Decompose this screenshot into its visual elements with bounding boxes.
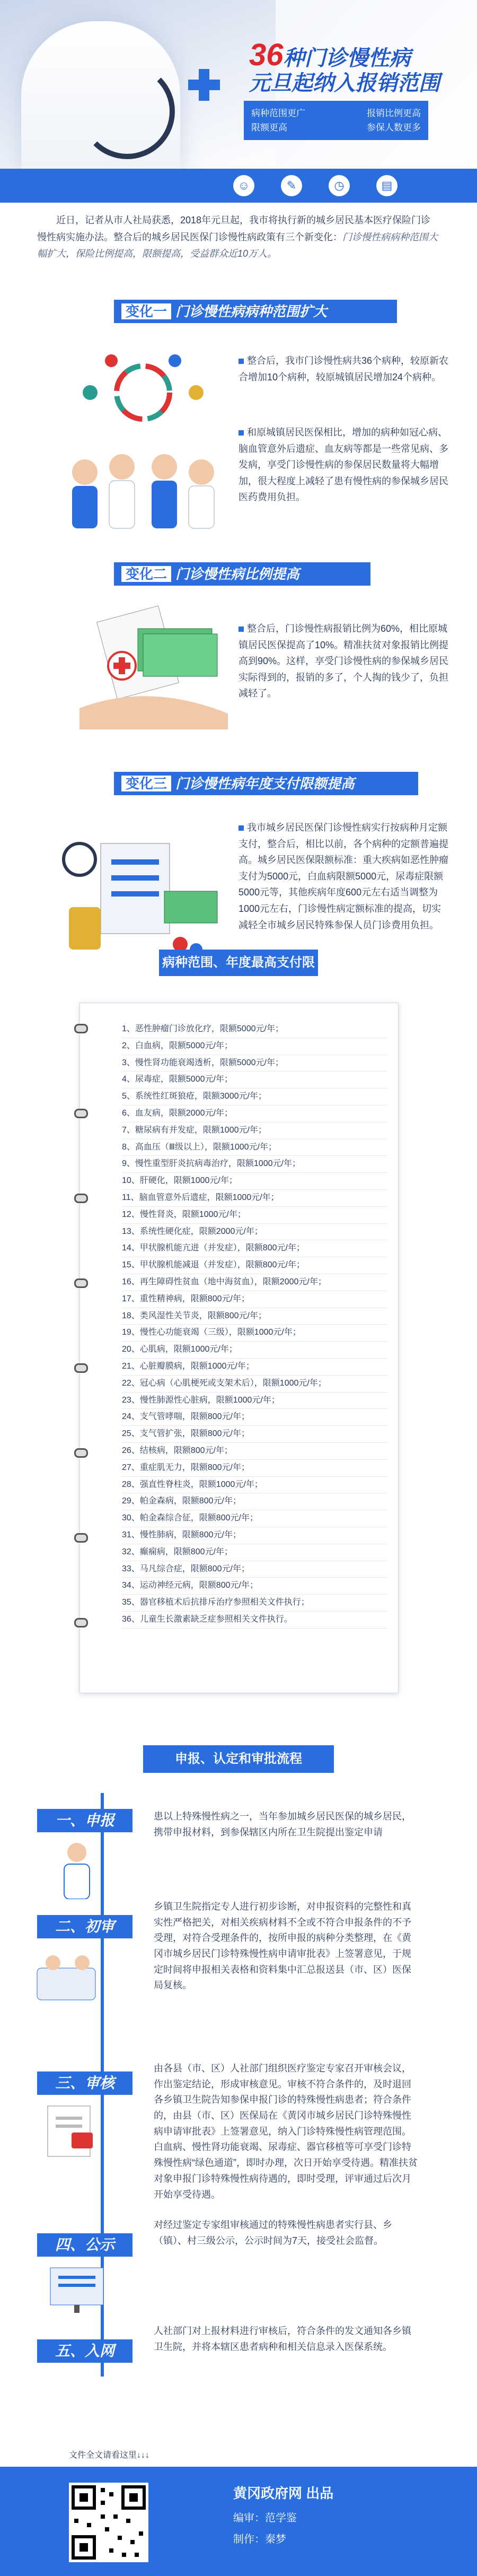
disease-list-item: 34、运动神经元病，限额800元/年； [122, 1578, 387, 1595]
disease-list-item: 19、慢性心功能衰竭（三级），限额1000元/年； [122, 1325, 387, 1342]
intro-paragraph [37, 212, 440, 263]
change-2-label: 变化二 [121, 566, 171, 582]
change-1-point-2 [238, 424, 450, 506]
step-1-text: 患以上特殊慢性病之一，当年参加城乡居民医保的城乡居民，携带申报材料，到参保辖区内所在卫生院提出鉴定申请 [154, 1811, 411, 1838]
disease-list [122, 1021, 387, 1629]
bullet-marker [238, 825, 244, 831]
disease-list-item: 27、重症肌无力，限额800元/年； [122, 1460, 387, 1477]
disease-list-item: 1、恶性肿瘤门诊放化疗，限额5000元/年； [122, 1021, 387, 1038]
disease-list-item: 16、再生障碍性贫血（地中海贫血），限额2000元/年； [122, 1274, 387, 1291]
qr-code[interactable] [69, 2483, 148, 2562]
disease-list-item: 33、马凡综合症，限额800元/年； [122, 1561, 387, 1578]
clock-icon: ◷ [329, 175, 350, 196]
step-5-text: 人社部门对上报材料进行审核后，符合条件的发文通知各乡镇卫生院，并将本辖区患者病种和相关信息录入医保系统。 [154, 2326, 411, 2352]
qr-caption: 文件全文请看这里↓↓↓ [69, 2451, 150, 2460]
publisher: 黄冈政府网 出品 [233, 2485, 334, 2501]
consult-icon [32, 1952, 101, 2005]
disease-list-item: 5、系统性红斑狼疮，限额3000元/年； [122, 1089, 387, 1106]
highlight-2: 报销比例更高 [367, 108, 421, 118]
page-title-line2: 元旦起纳入报销范围 [249, 72, 440, 95]
change-2-text-1: 整合后，门诊慢性病报销比例为60%，相比原城镇居民医保提高了10%。精准扶贫对象报销比例提高到90%。这样，享受门诊慢性病的参保城乡居民实际得到的，报销的多了，个人掏的钱少了，负担减轻了。 [238, 623, 449, 699]
disease-list-item: 2、白血病，限额5000元/年； [122, 1038, 387, 1055]
change-1-banner [114, 300, 397, 323]
person-icon: ☺ [233, 175, 254, 196]
disease-list-item: 28、强直性脊柱炎，限额1000元/年； [122, 1477, 387, 1494]
step-3-text: 由各县（市、区）人社部门组织医疗鉴定专家召开审核会议，作出鉴定结论，形成审核意见。审核不符合条件的，及时退回各乡镇卫生院告知参保申报门诊的特殊慢性病患者；符合条件的，由县（市、区）医保局在《黄冈市城乡居民门诊特殊慢性病申请审批表》上签署意见，纳入门诊特殊慢性病管理范围。白血病、慢性肾功能衰竭、尿毒症、器官移植等可享受门诊特殊慢性病“绿色通道”，即时办理，次日开始享受待遇。精准扶贫对象申报门诊特殊慢性病待遇的，即时受理，评审通过后次月开始享受待遇。 [154, 2063, 418, 2200]
disease-list-item: 31、慢性肺病，限额800元/年； [122, 1527, 387, 1544]
disease-list-item: 12、慢性肾炎，限额1000元/年； [122, 1207, 387, 1224]
disease-list-item: 18、类风湿性关节炎，限额800元/年； [122, 1308, 387, 1325]
disease-list-item: 8、高血压（Ⅲ级以上），限额1000元/年； [122, 1139, 387, 1156]
title-number: 36 [249, 38, 284, 72]
disease-list-item: 24、支气管哮喘，限额800元/年； [122, 1409, 387, 1426]
disease-list-item: 26、结核病，限额800元/年； [122, 1443, 387, 1460]
ring-icon [74, 1448, 88, 1458]
disease-list-item: 6、血友病，限额2000元/年； [122, 1106, 387, 1122]
ring-icon [74, 1618, 88, 1628]
disease-list-item: 32、癫痫病，限额800元/年； [122, 1544, 387, 1561]
doctors-network-svg [58, 345, 228, 536]
highlight-4: 参保人数更多 [367, 123, 421, 133]
intro-text: 近日，记者从市人社局获悉，2018年元旦起，我市将执行新的城乡居民基本医疗保险门诊慢性病实施办法。整合后的城乡居民医保门诊慢性病政策有三个新变化： [37, 215, 431, 242]
money-hand-illustration [74, 602, 233, 729]
doctors-illustration [58, 345, 228, 536]
step-4-text: 对经过鉴定专家组审核通过的特殊慢性病患者实行县、乡（镇）、村三级公示，公示时间为7天，接受社会监督。 [154, 2220, 392, 2246]
disease-list-item: 29、帕金森病，限额800元/年； [122, 1493, 387, 1510]
change-1-title: 门诊慢性病病种范围扩大 [175, 303, 328, 319]
ring-icon [74, 1363, 88, 1373]
process-title: 申报、认定和审批流程 [143, 1745, 334, 1773]
disease-list-item: 4、尿毒症，限额5000元/年； [122, 1072, 387, 1089]
ring-icon [74, 1109, 88, 1118]
qr-code-image [69, 2483, 148, 2562]
disease-list-item: 17、重性精神病，限额800元/年； [122, 1291, 387, 1308]
disease-list-item: 11、脑血管意外后遗症，限额1000元/年； [122, 1190, 387, 1207]
disease-list-item: 22、冠心病（心肌梗死或支架术后），限额1000元/年； [122, 1376, 387, 1393]
title-text-1: 种门诊慢性病 [283, 47, 411, 70]
medical-cross-icon [188, 69, 220, 101]
producer: 制作：秦梦 [233, 2534, 286, 2545]
change-3-banner [114, 772, 418, 795]
highlight-1: 病种范围更广 [251, 108, 305, 118]
disease-list-item: 10、肝硬化，限额1000元/年； [122, 1173, 387, 1190]
file-icon: ▤ [376, 175, 398, 196]
disease-list-item: 20、心肌病，限额1000元/年； [122, 1342, 387, 1359]
notice-board-icon [48, 2265, 106, 2313]
highlight-row-2 [251, 120, 421, 135]
disease-list-title: 病种范围、年度最高支付限额 [159, 950, 318, 976]
tool-icon: ✎ [281, 175, 302, 196]
editor: 编审：范学鉴 [233, 2512, 297, 2524]
bullet-marker [238, 359, 244, 364]
disease-list-item: 23、慢性肺源性心脏病，限额1000元/年； [122, 1393, 387, 1409]
step-1-label: 一、申报 [37, 1809, 132, 1832]
disease-list-item: 3、慢性肾功能衰竭透析，限额5000元/年； [122, 1055, 387, 1072]
money-hand-svg [74, 602, 233, 729]
disease-list-item: 13、系统性硬化症，限额2000元/年； [122, 1224, 387, 1241]
change-3-point-1 [238, 820, 450, 933]
ring-icon [74, 1024, 88, 1033]
medicine-illustration [58, 828, 228, 965]
step-2-text: 乡镇卫生院指定专人进行初步诊断，对申报资料的完整性和真实性严格把关，对相关疾病材料不全或不符合申报条件的不予受理，对符合受理条件的，按所申报的病种分类整理，在《黄冈市城乡居民门诊特殊慢性病申请审批表》上签署意见，于规定时间将申报相关表格和资料集中汇总报送县（市、区）医保局复核。 [154, 1901, 411, 1991]
change-1-text-1: 整合后，我市门诊慢性病共36个病种，较原新农合增加10个病种，较原城镇居民增加24个病种。 [238, 355, 449, 382]
disease-list-item: 30、帕金森综合征，限额800元/年； [122, 1510, 387, 1527]
header-hero [0, 0, 477, 175]
highlight-3: 限额更高 [251, 123, 287, 133]
step-5-label: 五、入网 [37, 2339, 132, 2363]
disease-list-item: 35、器官移植术后抗排斥治疗参照相关文件执行； [122, 1595, 387, 1612]
change-1-label: 变化一 [121, 303, 171, 319]
change-2-title: 门诊慢性病比例提高 [175, 566, 300, 582]
change-1-point-1 [238, 353, 450, 385]
ring-icon [74, 1194, 88, 1203]
change-2-banner [114, 562, 370, 586]
disease-list-item: 25、支气管扩张，限额800元/年； [122, 1426, 387, 1443]
medicine-svg [58, 828, 228, 965]
change-3-text-1: 我市城乡居民医保门诊慢性病实行按病种月定额支付，整合后，相比以前，各个病种的定额普遍提高。城乡居民医保限额标准：重大疾病如恶性肿瘤支付为5000元，白血病限额5000元，尿毒症限额5000元等，其他疾病年度600元左右适当调整为1000元左右，门诊慢性病定额标准的提高，切实减轻全市城乡居民特殊参保人员门诊费用负担。 [238, 822, 448, 930]
intro-emphasis: 门诊慢性病病种范围大幅扩大，保险比例提高，限额提高，受益群众近10万人。 [37, 231, 438, 259]
step-3-label: 三、审核 [37, 2072, 132, 2095]
step-4-label: 四、公示 [37, 2233, 132, 2257]
disease-list-item: 21、心脏瓣膜病，限额1000元/年； [122, 1359, 387, 1376]
ring-icon [74, 1278, 88, 1288]
ring-icon [74, 1533, 88, 1543]
change-3-title: 门诊慢性病年度支付限额提高 [175, 776, 355, 791]
highlight-row-1 [251, 106, 421, 120]
change-1-text-2: 和原城镇居民医保相比，增加的病种如冠心病、脑血管意外后遗症、血友病等都是一些常见病、多发病，享受门诊慢性病的参保居民数量将大幅增加，很大程度上减轻了患有慢性病的参保城乡居民医药费用负担。 [238, 427, 448, 503]
header-highlights [244, 101, 428, 140]
disease-list-item: 9、慢性重型肝炎抗病毒治疗，限额1000元/年； [122, 1156, 387, 1173]
change-2-point-1 [238, 621, 450, 702]
disease-list-item: 7、糖尿病有并发症，限额1000元/年； [122, 1122, 387, 1139]
stamp-document-icon [42, 2101, 101, 2159]
change-3-label: 变化三 [121, 776, 171, 791]
step-2-label: 二、初审 [37, 1915, 132, 1938]
notebook-binding [80, 1003, 85, 1692]
stethoscope-icon [80, 64, 175, 159]
disease-list-item: 36、儿童生长激素缺乏症参照相关文件执行。 [122, 1612, 387, 1629]
disease-list-item: 15、甲状腺机能减退（并发症），限额800元/年； [122, 1257, 387, 1274]
disease-list-item: 14、甲状腺机能亢进（并发症），限额800元/年； [122, 1240, 387, 1257]
doctor-avatar-icon [61, 1841, 93, 1899]
bullet-marker [238, 430, 244, 436]
bullet-marker [238, 626, 244, 632]
